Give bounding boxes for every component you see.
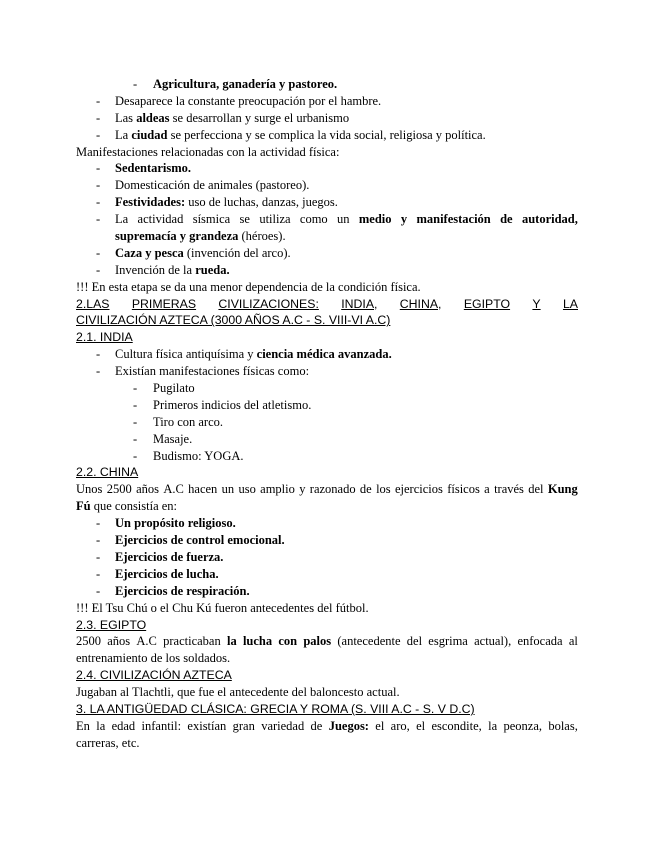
- word: CHINA,: [399, 296, 442, 311]
- word: enfocada: [517, 634, 563, 649]
- word: INDIA,: [341, 296, 378, 311]
- list-item: [76, 549, 578, 566]
- word: utiliza: [259, 212, 291, 227]
- list-item-continuation: [76, 228, 578, 245]
- bold-word: medio: [358, 212, 392, 227]
- list-item: [76, 76, 578, 93]
- bold-word: Kung: [547, 482, 578, 497]
- sub-list-item: [76, 380, 578, 397]
- bullet: -: [133, 77, 138, 91]
- text: Pugilato: [153, 381, 195, 396]
- azteca-heading: 2.4. CIVILIZACIÓN AZTECA: [76, 668, 232, 683]
- india-heading: 2.1. INDIA: [76, 330, 133, 345]
- text: (héroes).: [238, 229, 286, 244]
- list-item: [76, 566, 578, 583]
- bold-term: ciudad: [131, 127, 168, 142]
- word: sísmica: [192, 212, 231, 227]
- list-item: [76, 363, 578, 380]
- word: EGIPTO: [463, 296, 511, 311]
- word: La: [115, 212, 129, 227]
- note: !!! En esta etapa se da una menor dependencia de la condición física.: [76, 279, 421, 294]
- agriculture-item: Agricultura, ganadería y pastoreo.: [153, 77, 338, 91]
- sub-list-item: [76, 431, 578, 448]
- bullet: -: [96, 178, 101, 193]
- word: la: [488, 718, 498, 733]
- word: existían: [187, 718, 227, 733]
- word: como: [299, 212, 328, 227]
- text: Tiro con arco.: [153, 414, 224, 429]
- bold-word: con: [278, 634, 298, 649]
- bullet: -: [96, 516, 101, 531]
- word: se: [239, 212, 250, 227]
- bold-term: Un propósito religioso.: [115, 516, 236, 531]
- bullet: -: [96, 262, 101, 277]
- bold-word: autoridad,: [521, 212, 578, 227]
- bold-term: rueda.: [195, 262, 230, 277]
- bold-term: Ejercicios de control emocional.: [115, 533, 285, 548]
- word: de: [310, 718, 323, 733]
- word: la: [96, 718, 106, 733]
- bullet: -: [96, 549, 101, 564]
- word: A.C: [163, 482, 184, 497]
- word: amplio: [260, 482, 295, 497]
- manifestations-heading: Manifestaciones relacionadas con la actividad física:: [76, 144, 340, 159]
- egipto-paragraph-line2: entrenamiento de los soldados.: [76, 651, 231, 666]
- bullet: -: [133, 397, 138, 412]
- sub-list-item: [76, 397, 578, 414]
- bullet: -: [96, 195, 101, 210]
- section-3-paragraph-line2: carreras, etc.: [76, 735, 140, 750]
- list-item: [76, 515, 578, 532]
- list-item: [76, 93, 578, 110]
- list-item: [76, 127, 578, 144]
- text: se desarrollan y surge el urbanismo: [169, 110, 350, 125]
- note: !!! El Tsu Chú o el Chu Kú fueron antecedentes del fútbol.: [76, 600, 369, 615]
- egipto-heading: 2.3. EGIPTO: [76, 617, 147, 632]
- word: PRIMERAS: [131, 296, 197, 311]
- word: 2500: [76, 634, 101, 649]
- word: un: [221, 482, 235, 497]
- word: gran: [232, 718, 255, 733]
- text: Cultura física antiquísima y: [115, 347, 257, 362]
- section-2-title: [76, 296, 578, 313]
- bold-term: Ejercicios de respiración.: [115, 583, 250, 598]
- document-page: [76, 76, 578, 752]
- list-item: [76, 194, 578, 211]
- bullet: -: [96, 127, 101, 142]
- word: un: [337, 212, 350, 227]
- bold-word: la: [226, 634, 237, 649]
- text: Las: [115, 110, 137, 125]
- word: físicos: [447, 482, 480, 497]
- text: Invención de la: [115, 262, 196, 277]
- china-heading: 2.2. CHINA: [76, 465, 139, 480]
- text: La: [115, 127, 132, 142]
- list-item: [76, 583, 578, 600]
- word: edad: [111, 718, 136, 733]
- china-paragraph-line1: [76, 481, 578, 498]
- bullet: -: [133, 414, 138, 429]
- bullet: -: [96, 110, 101, 125]
- word: los: [376, 482, 391, 497]
- word: el: [416, 718, 426, 733]
- word: Y: [532, 296, 541, 311]
- bullet: -: [96, 364, 101, 379]
- bold-term: Sedentarismo.: [115, 161, 192, 176]
- word: años: [107, 634, 131, 649]
- bold-term: ciencia médica avanzada.: [256, 347, 392, 362]
- word: actividad: [137, 212, 184, 227]
- word: 2500: [106, 482, 132, 497]
- word: a: [484, 482, 490, 497]
- list-item: [76, 110, 578, 127]
- text: (invención del arco).: [183, 245, 291, 260]
- word: de: [359, 482, 372, 497]
- word: 2.LAS: [76, 296, 110, 311]
- word: razonado: [309, 482, 356, 497]
- word: del: [528, 482, 544, 497]
- word: años: [136, 482, 159, 497]
- bullet: -: [96, 245, 101, 260]
- word: escondite,: [431, 718, 482, 733]
- bold-term: aldeas: [136, 110, 170, 125]
- text: se perfecciona y se complica la vida social, religiosa y política.: [167, 127, 486, 142]
- section-3-paragraph-line1: [76, 718, 578, 735]
- word: del: [406, 634, 423, 649]
- text: Budismo: YOGA.: [153, 448, 244, 463]
- text: Domesticación de animales (pastoreo).: [115, 178, 310, 193]
- bullet: -: [96, 566, 101, 581]
- word: (antecedente: [337, 634, 401, 649]
- text: Primeros indicios del atletismo.: [153, 397, 312, 412]
- bold-word: Fú: [76, 499, 91, 514]
- bullet: -: [96, 161, 101, 176]
- sub-list-item: [76, 448, 578, 465]
- list-item: [76, 177, 578, 194]
- word: al: [568, 634, 578, 649]
- bold-word: palos: [303, 634, 332, 649]
- word: el: [375, 718, 385, 733]
- list-item: [76, 532, 578, 549]
- azteca-paragraph: Jugaban al Tlachtli, que fue el antecedente del baloncesto actual.: [76, 685, 400, 700]
- bold-term: supremacía y grandeza: [115, 229, 239, 244]
- bold-word: manifestación: [416, 212, 491, 227]
- word: y: [299, 482, 306, 497]
- bold-term: Ejercicios de fuerza.: [115, 549, 224, 564]
- text: Existían manifestaciones físicas como:: [115, 364, 310, 379]
- word: practicaban: [163, 634, 221, 649]
- word: hacen: [188, 482, 218, 497]
- bullet: -: [96, 533, 101, 548]
- bold-word: y: [400, 212, 408, 227]
- bullet: -: [133, 381, 138, 396]
- list-item: [76, 245, 578, 262]
- list-item: [76, 160, 578, 177]
- word: infantil:: [141, 718, 182, 733]
- word: peonza,: [503, 718, 542, 733]
- word: uso: [238, 482, 256, 497]
- word: LA: [562, 296, 578, 311]
- list-item: [76, 346, 578, 363]
- word: variedad: [261, 718, 305, 733]
- text: uso de luchas, danzas, juegos.: [185, 195, 338, 210]
- section-2-title-line2: CIVILIZACIÓN AZTECA (3000 AÑOS A.C - S. VIII-VI A.C): [76, 313, 391, 328]
- list-item: [76, 262, 578, 279]
- bullet: -: [96, 93, 101, 108]
- word: A.C: [136, 634, 157, 649]
- bullet: -: [96, 212, 101, 227]
- word: esgrima: [428, 634, 468, 649]
- word: bolas,: [548, 718, 578, 733]
- bullet: -: [96, 347, 101, 362]
- word: actual),: [474, 634, 512, 649]
- bullet: -: [96, 583, 101, 598]
- egipto-paragraph-line1: [76, 633, 578, 650]
- bullet: -: [133, 431, 138, 446]
- text: Masaje.: [153, 431, 193, 446]
- word: aro,: [390, 718, 410, 733]
- word: Unos: [76, 482, 103, 497]
- text: que consistía en:: [90, 499, 178, 514]
- bold-word: Juegos:: [328, 718, 369, 733]
- bullet: -: [133, 448, 138, 463]
- bold-term: Ejercicios de lucha.: [115, 566, 219, 581]
- list-item-justified: [96, 211, 578, 228]
- bold-term: Festividades:: [115, 195, 186, 210]
- word: ejercicios: [394, 482, 443, 497]
- hunger-item: Desaparece la constante preocupación por el hambre.: [115, 93, 382, 108]
- word: CIVILIZACIONES:: [218, 296, 319, 311]
- sub-list-item: [76, 414, 578, 431]
- section-3-title: 3. LA ANTIGÜEDAD CLÁSICA: GRECIA Y ROMA (S. VIII A.C - S. V D.C): [76, 701, 475, 716]
- bold-word: de: [500, 212, 513, 227]
- bold-word: lucha: [242, 634, 273, 649]
- bold-term: Caza y pesca: [115, 245, 184, 260]
- china-paragraph-line2: [76, 498, 578, 515]
- word: En: [76, 718, 90, 733]
- word: través: [494, 482, 524, 497]
